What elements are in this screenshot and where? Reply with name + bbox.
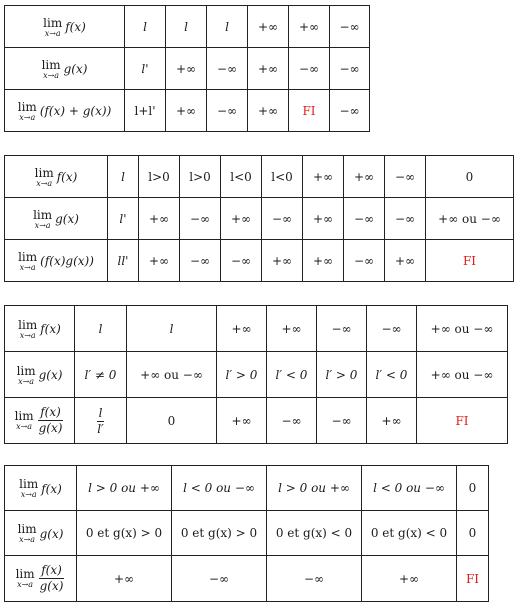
table-cell: l>0 bbox=[139, 156, 180, 198]
table-cell: l > 0 ou +∞ bbox=[267, 466, 362, 511]
table-cell: +∞ bbox=[262, 240, 303, 282]
table-cell: +∞ bbox=[221, 198, 262, 240]
row-label: lim x→a f(x) bbox=[5, 156, 108, 198]
table-cell: −∞ bbox=[344, 198, 385, 240]
table-cell: l′ > 0 bbox=[317, 352, 367, 398]
row-label: lim x→a f(x) bbox=[5, 306, 75, 352]
table-cell: −∞ bbox=[367, 306, 417, 352]
indeterminate-form: FI bbox=[457, 556, 489, 602]
table-cell: l′ > 0 bbox=[217, 352, 267, 398]
table-cell: l>0 bbox=[180, 156, 221, 198]
table-cell: l bbox=[207, 6, 248, 48]
table-cell: +∞ bbox=[344, 156, 385, 198]
table-cell: +∞ bbox=[267, 306, 317, 352]
table-cell: +∞ bbox=[139, 198, 180, 240]
table-row bbox=[5, 48, 370, 90]
table-row bbox=[5, 398, 508, 444]
table-cell: −∞ bbox=[317, 306, 367, 352]
row-label: lim x→a $\frac{f(x)}{g(x)}$ bbox=[5, 556, 77, 602]
table-cell: l+l' bbox=[125, 90, 166, 132]
table-cell: ll' bbox=[108, 240, 139, 282]
table-row bbox=[5, 198, 514, 240]
table-cell: l′ < 0 bbox=[367, 352, 417, 398]
product-limits-table bbox=[4, 155, 514, 282]
table-cell: +∞ ou −∞ bbox=[426, 198, 514, 240]
table-cell: +∞ bbox=[303, 198, 344, 240]
table-row bbox=[5, 511, 489, 556]
table-cell: −∞ bbox=[289, 48, 330, 90]
table-cell: −∞ bbox=[385, 156, 426, 198]
table-cell: +∞ bbox=[303, 240, 344, 282]
table-cell: l' bbox=[108, 198, 139, 240]
table-row bbox=[5, 466, 489, 511]
table-cell: +∞ ou −∞ bbox=[417, 306, 508, 352]
table-cell: l' bbox=[125, 48, 166, 90]
table-cell: −∞ bbox=[330, 6, 370, 48]
table-cell: 0 et g(x) > 0 bbox=[77, 511, 172, 556]
table-cell: +∞ bbox=[303, 156, 344, 198]
table-cell bbox=[75, 398, 127, 444]
table-row bbox=[5, 156, 514, 198]
quotient-zero-limits-table bbox=[4, 465, 489, 602]
table-cell: 0 bbox=[426, 156, 514, 198]
table-cell: +∞ bbox=[367, 398, 417, 444]
table-cell: +∞ bbox=[248, 6, 289, 48]
quotient-limits-table bbox=[4, 305, 508, 444]
table-cell: +∞ bbox=[77, 556, 172, 602]
row-label: lim x→a $\frac{f(x)}{g(x)}$ bbox=[5, 398, 75, 444]
fraction: $\frac{f(x)}{g(x)}$ bbox=[39, 563, 64, 593]
table-cell: −∞ bbox=[267, 556, 362, 602]
table-cell: −∞ bbox=[207, 90, 248, 132]
table-cell: +∞ bbox=[362, 556, 457, 602]
table-cell: −∞ bbox=[344, 240, 385, 282]
table-row bbox=[5, 6, 370, 48]
table-cell: l bbox=[125, 6, 166, 48]
row-label: lim x→a f(x) bbox=[5, 466, 77, 511]
table-cell: 0 et g(x) > 0 bbox=[172, 511, 267, 556]
table-cell: +∞ bbox=[166, 90, 207, 132]
table-cell: l bbox=[166, 6, 207, 48]
table-row bbox=[5, 352, 508, 398]
table-cell: 0 et g(x) < 0 bbox=[362, 511, 457, 556]
table-cell: l < 0 ou −∞ bbox=[362, 466, 457, 511]
table-row bbox=[5, 556, 489, 602]
table-cell: −∞ bbox=[180, 198, 221, 240]
table-cell: +∞ bbox=[217, 306, 267, 352]
table-cell: +∞ bbox=[248, 48, 289, 90]
table-cell: −∞ bbox=[330, 48, 370, 90]
table-cell: +∞ bbox=[217, 398, 267, 444]
table-cell: 0 bbox=[457, 466, 489, 511]
table-cell: 0 bbox=[457, 511, 489, 556]
table-cell: l<0 bbox=[221, 156, 262, 198]
table-cell: l′ < 0 bbox=[267, 352, 317, 398]
row-label: lim x→a g(x) bbox=[5, 352, 75, 398]
table-cell: l bbox=[127, 306, 217, 352]
indeterminate-form: FI bbox=[426, 240, 514, 282]
table-cell: l > 0 ou +∞ bbox=[77, 466, 172, 511]
table-cell: 0 et g(x) < 0 bbox=[267, 511, 362, 556]
row-label: lim x→a (f(x) + g(x)) bbox=[5, 90, 125, 132]
fraction: $\frac{l}{l'}$ bbox=[97, 405, 104, 436]
table-cell: −∞ bbox=[317, 398, 367, 444]
row-label: lim x→a g(x) bbox=[5, 48, 125, 90]
table-cell: l < 0 ou −∞ bbox=[172, 466, 267, 511]
table-cell: −∞ bbox=[330, 90, 370, 132]
table-cell: +∞ bbox=[139, 240, 180, 282]
row-label: lim x→a (f(x)g(x)) bbox=[5, 240, 108, 282]
indeterminate-form: FI bbox=[289, 90, 330, 132]
fraction: $\frac{f(x)}{g(x)}$ bbox=[38, 405, 63, 435]
table-cell: 0 bbox=[127, 398, 217, 444]
table-cell: +∞ ou −∞ bbox=[417, 352, 508, 398]
indeterminate-form: FI bbox=[417, 398, 508, 444]
sum-limits-table bbox=[4, 5, 370, 132]
table-cell: l bbox=[108, 156, 139, 198]
table-cell: −∞ bbox=[267, 398, 317, 444]
table-row bbox=[5, 240, 514, 282]
table-cell: l bbox=[75, 306, 127, 352]
row-label: lim x→a g(x) bbox=[5, 511, 77, 556]
table-cell: +∞ ou −∞ bbox=[127, 352, 217, 398]
table-cell: +∞ bbox=[289, 6, 330, 48]
table-cell: −∞ bbox=[221, 240, 262, 282]
table-cell: −∞ bbox=[385, 198, 426, 240]
table-cell: −∞ bbox=[180, 240, 221, 282]
table-cell: +∞ bbox=[385, 240, 426, 282]
table-cell: +∞ bbox=[166, 48, 207, 90]
table-cell: l<0 bbox=[262, 156, 303, 198]
table-row bbox=[5, 306, 508, 352]
row-label: lim x→a f(x) bbox=[5, 6, 125, 48]
table-cell: −∞ bbox=[172, 556, 267, 602]
table-cell: −∞ bbox=[262, 198, 303, 240]
table-cell: +∞ bbox=[248, 90, 289, 132]
table-row bbox=[5, 90, 370, 132]
table-cell: −∞ bbox=[207, 48, 248, 90]
table-cell: l′ ≠ 0 bbox=[75, 352, 127, 398]
row-label: lim x→a g(x) bbox=[5, 198, 108, 240]
